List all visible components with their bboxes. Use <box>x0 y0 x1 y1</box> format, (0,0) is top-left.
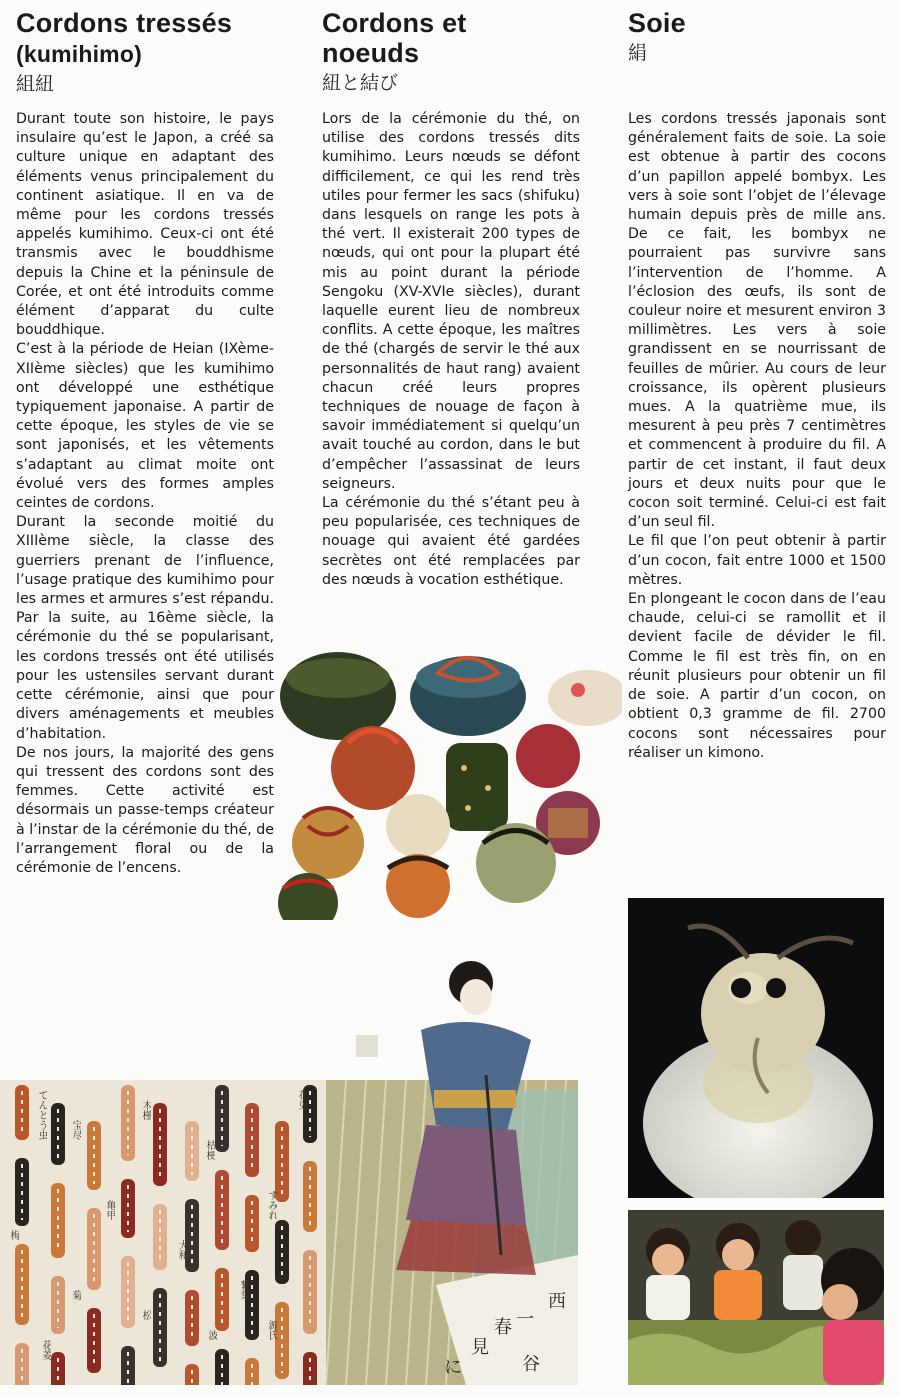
paragraph: Le fil que l’on peut obtenir à partir d’un cocon, fait entre 1000 et 1500 mètres. <box>628 533 886 588</box>
braid-sample <box>215 1170 229 1250</box>
title-knots: Cordons et noeuds <box>322 8 467 68</box>
paragraph: De nos jours, la majorité des gens qui tressent des cordons sont des femmes. Cette activité est désormais un passe-temps créateur à l’instar de la cérémonie du thé, de l’arrangement floral ou de la cérémonie de l’encens. <box>16 744 274 876</box>
sample-label: 源氏 <box>266 1320 277 1340</box>
paragraph: Durant la seconde moitié du XIIIème siècle, la classe des guerriers prenant de l’influence, l’usage pratique des kumihimo pour les armes et armures s’est répandu. Par la suite, au 16ème siècle, la cérémonie du thé se popularisant, les cordons tressés ont été utilisés pour les ustensiles servant durant cette cérémonie, ainsi que pour divers aménagements et meubles d’habitation. <box>16 514 274 742</box>
sample-label: 桔梗 <box>204 1140 215 1160</box>
braid-sample <box>245 1358 259 1385</box>
calligraphy-char: 春 <box>494 1317 512 1338</box>
sample-label: 菊 <box>70 1290 81 1300</box>
artwork-kumihimo-samples <box>0 1080 326 1385</box>
calligraphy-char: 一 <box>516 1309 534 1330</box>
braid-sample <box>275 1302 289 1379</box>
calligraphy-char: に <box>444 1357 462 1378</box>
japanese-title-knots: 紐と結び <box>322 72 399 94</box>
sample-label: 松 <box>140 1310 151 1320</box>
calligraphy-char: 谷 <box>522 1354 540 1375</box>
sample-label: 波 <box>206 1330 217 1340</box>
calligraphy-char: 見 <box>471 1337 489 1358</box>
calligraphy-char: 西 <box>545 1291 566 1309</box>
sample-label: 梅 <box>8 1230 19 1240</box>
photo-silk-moth <box>628 898 884 1198</box>
paragraph: Lors de la cérémonie du thé, on utilise des cordons tressés dits kumihimo. Leurs nœuds se défont difficilement, ce qui les rend très utiles pour fermer les sacs (shifuku) dans lesquels on range les pots à thé vert. Il existerait 200 types de nœuds, qui ont pour la plupart été mis au point durant la période Sengoku (XV-XVIe siècles), durant laquelle eurent lieu de nombreux conflits. A cette époque, les maîtres de thé (chargés de servir le thé aux personnalités de haut rang) avaient chacun créé leurs propres techniques de nouage de façon à savoir immédiatement si quelqu’un avait touché au cordon, dans le but d’empêcher l’assassinat de leurs seigneurs. <box>322 111 580 492</box>
japanese-title-kumihimo: 組紐 <box>16 73 55 95</box>
paragraph: Les cordons tressés japonais sont généralement faits de soie. La soie est obtenue à partir des cocons d’un papillon appelé bombyx. Les vers à soie sont l’objet de l’élevage humain depuis près de mille ans. De ce fait, les bombyx ne pourraient pas survivre sans l’intervention de l’homme. A l’éclosion des œufs, ils sont de couleur noire et mesurent environ 3 millimètres. Les vers à soie grandissent en se nourrissant de feuilles de mûrier. Au cours de leur croissance, ils opèrent plusieurs mues. A la quatrième mue, ils mesurent à peu près 7 centimètres et commencent à produire du fil. A partir de cet instant, il faut deux jours et deux nuits pour que le cocon soit terminé. Celui-ci est fait d’un seul fil. <box>628 111 886 531</box>
subtitle-kumihimo: (kumihimo) <box>16 41 142 67</box>
braid-sample <box>121 1085 135 1161</box>
photo-children-silkworms <box>628 1210 884 1385</box>
sample-label: 繋葉 <box>238 1280 249 1300</box>
title-silk: Soie <box>628 8 686 38</box>
column-silk-header <box>628 8 886 66</box>
sample-label: てんとう虫 <box>36 1090 47 1140</box>
sample-label: 亀甲 <box>104 1200 115 1220</box>
sample-label: 大和 <box>176 1240 187 1260</box>
braid-sample <box>275 1121 289 1202</box>
paragraph: C’est à la période de Heian (IXème-XIIème siècles) que les kumihimo ont développé une esthétique typiquement japonaise. A partir de cette époque, les styles de vie se sont japonisés, et les vêtements s’adaptant au climat moite ont évolué vers des formes amples ceintes de cordons. <box>16 341 274 512</box>
text-knots <box>322 110 580 590</box>
artwork-samurai-print <box>326 955 578 1385</box>
sample-label: 花兎 <box>296 1090 307 1110</box>
sample-label: 宝尽 <box>70 1120 81 1140</box>
column-kumihimo-header <box>16 8 274 97</box>
sample-label: 木槿 <box>140 1100 151 1120</box>
sample-label: 花菱 <box>40 1340 51 1360</box>
column-knots-header <box>322 8 580 96</box>
sample-label: すみれ <box>266 1190 277 1220</box>
paragraph: Durant toute son histoire, le pays insulaire qu’est le Japon, a créé sa culture unique en adaptant des éléments venus principalement du continent asiatique. Il en va de même pour les cordons tressés appelés kumihimo. Ceux-ci ont été transmis avec le bouddhisme depuis la Chine et la péninsule de Corée, et ont été introduits comme élément d’apparat du culte bouddhique. <box>16 111 274 339</box>
paragraph: La cérémonie du thé s’étant peu à peu popularisée, ces techniques de nouage qui avaient été gardées secrètes ont été remplacées par des nœuds à vocation esthétique. <box>322 495 580 588</box>
paragraph: En plongeant le cocon dans de l’eau chaude, celui-ci se ramollit et il devient facile de dévider le fil. Comme le fil est très fin, on en réunit plusieurs pour obtenir un fil de soie. A partir d’un cocon, on obtient 0,3 gramme de fil. 2700 cocons sont nécessaires pour réaliser un kimono. <box>628 591 886 761</box>
title-kumihimo: Cordons tressés (kumihimo) <box>16 8 233 67</box>
japanese-title-silk: 絹 <box>628 42 648 64</box>
text-silk <box>628 110 886 763</box>
braid-sample <box>153 1288 167 1367</box>
braid-sample <box>15 1244 29 1325</box>
text-kumihimo <box>16 110 274 878</box>
photo-silk-pouches <box>278 648 622 920</box>
